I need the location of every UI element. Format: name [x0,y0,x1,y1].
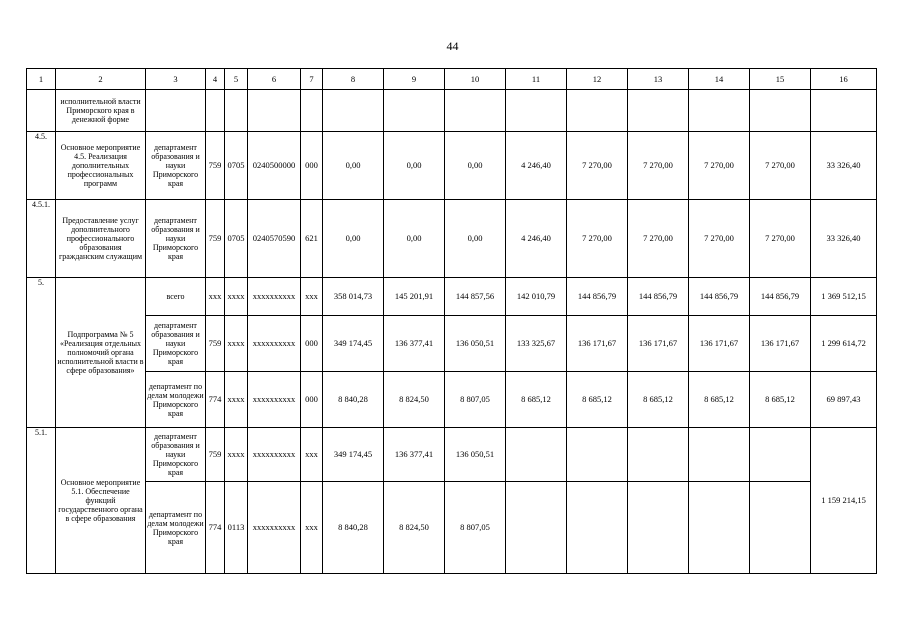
cell-c6: хххххххххх [248,428,301,482]
cell-value: 4 246,40 [506,132,567,200]
column-header: 8 [323,69,384,90]
cell-value: 144 856,79 [750,278,811,316]
table-row-4-5-1 [27,200,877,278]
column-header: 2 [56,69,146,90]
cell-c5: 0113 [225,482,248,574]
row-name: Предоставление услуг дополнительного профессионального образования гражданским служащим [56,200,146,278]
cell-value: 136 050,51 [445,428,506,482]
cell-c4: 759 [206,132,225,200]
cell-value: 0,00 [445,200,506,278]
cell-value: 136 171,67 [689,316,750,372]
cell-value: 7 270,00 [689,132,750,200]
row-code: 5.1. [27,428,56,574]
cell-value: 0,00 [323,132,384,200]
cell-c4: 774 [206,372,225,428]
row-name: исполнительной власти Приморского края в денежной форме [56,90,146,132]
cell-value: 8 685,12 [750,372,811,428]
cell-c4: 759 [206,316,225,372]
row-name: Подпрограмма № 5 «Реализация отдельных полномочий органа исполнительной власти в сфере образования» [56,278,146,428]
table-row-5-youth-dept [27,372,877,428]
cell-value: 7 270,00 [567,200,628,278]
cell-c7: 621 [301,200,323,278]
cell-c4: 759 [206,428,225,482]
column-header: 11 [506,69,567,90]
cell-c5: хххх [225,372,248,428]
cell-total: 33 326,40 [811,132,877,200]
cell-c6: хххххххххх [248,316,301,372]
cell-c6: 0240570590 [248,200,301,278]
column-number-header-row [27,69,877,90]
cell-value: 8 840,28 [323,372,384,428]
cell-value: 0,00 [323,200,384,278]
cell-total: 33 326,40 [811,200,877,278]
cell-value: 136 171,67 [628,316,689,372]
cell-total: 69 897,43 [811,372,877,428]
cell-value: 7 270,00 [628,132,689,200]
cell-c5: хххх [225,428,248,482]
column-header: 12 [567,69,628,90]
cell-value: 7 270,00 [750,132,811,200]
row-name: Основное мероприятие 5.1. Обеспечение функций государственного органа в сфере образования [56,428,146,574]
row-dept: департамент образования и науки Приморского края [146,316,206,372]
cell-value: 358 014,73 [323,278,384,316]
cell-total: 1 369 512,15 [811,278,877,316]
page-number: 44 [446,39,459,53]
column-header: 15 [750,69,811,90]
cell-value: 8 685,12 [506,372,567,428]
cell-c7: ххх [301,278,323,316]
cell-c6: хххххххххх [248,372,301,428]
cell-c5: 0705 [225,132,248,200]
cell-value: 349 174,45 [323,316,384,372]
column-header: 14 [689,69,750,90]
cell-value: 0,00 [445,132,506,200]
table-row-5-education-dept [27,316,877,372]
cell-value: 8 807,05 [445,372,506,428]
table-row-5-total [27,278,877,316]
table-row-5-1-youth-dept [27,482,877,574]
cell-total: 1 299 614,72 [811,316,877,372]
cell-value: 136 171,67 [750,316,811,372]
cell-value: 144 856,79 [628,278,689,316]
column-header: 4 [206,69,225,90]
table-row-5-1-education-dept [27,428,877,482]
table-row-4-5 [27,132,877,200]
cell-value: 8 807,05 [445,482,506,574]
cell-value: 133 325,67 [506,316,567,372]
row-dept: департамент по делам молодежи Приморского края [146,372,206,428]
cell-total: 1 159 214,15 [811,428,877,574]
cell-c7: 000 [301,372,323,428]
cell-value: 8 824,50 [384,372,445,428]
cell-value: 7 270,00 [628,200,689,278]
cell-c7: 000 [301,132,323,200]
table-row-continuation [27,90,877,132]
column-header: 3 [146,69,206,90]
row-dept: департамент по делам молодежи Приморского края [146,482,206,574]
cell-c7: ххх [301,482,323,574]
row-dept: всего [146,278,206,316]
cell-value: 7 270,00 [689,200,750,278]
cell-value: 4 246,40 [506,200,567,278]
cell-c5: 0705 [225,200,248,278]
cell-value: 136 377,41 [384,428,445,482]
cell-c6: хххххххххх [248,482,301,574]
cell-c5: хххх [225,316,248,372]
column-header: 7 [301,69,323,90]
row-code: 4.5. [27,132,56,200]
budget-table [26,68,877,574]
cell-value: 136 050,51 [445,316,506,372]
column-header: 6 [248,69,301,90]
cell-value: 7 270,00 [567,132,628,200]
column-header: 16 [811,69,877,90]
cell-c6: 0240500000 [248,132,301,200]
row-dept: департамент образования и науки Приморского края [146,200,206,278]
cell-c6: хххххххххх [248,278,301,316]
column-header: 5 [225,69,248,90]
cell-value: 8 685,12 [628,372,689,428]
cell-value: 7 270,00 [750,200,811,278]
cell-value: 8 840,28 [323,482,384,574]
row-name: Основное мероприятие 4.5. Реализация дополнительных профессиональных программ [56,132,146,200]
row-dept: департамент образования и науки Приморского края [146,132,206,200]
cell-value: 142 010,79 [506,278,567,316]
column-header: 13 [628,69,689,90]
cell-value: 0,00 [384,132,445,200]
row-code [27,90,56,132]
cell-value: 144 856,79 [567,278,628,316]
row-dept: департамент образования и науки Приморского края [146,428,206,482]
row-code: 4.5.1. [27,200,56,278]
cell-value: 8 824,50 [384,482,445,574]
cell-value: 144 856,79 [689,278,750,316]
cell-c4: ххх [206,278,225,316]
column-header: 9 [384,69,445,90]
cell-c7: 000 [301,316,323,372]
cell-c4: 759 [206,200,225,278]
cell-c5: хххх [225,278,248,316]
cell-c4: 774 [206,482,225,574]
cell-value: 349 174,45 [323,428,384,482]
cell-c7: ххх [301,428,323,482]
cell-value: 136 171,67 [567,316,628,372]
column-header: 1 [27,69,56,90]
row-code: 5. [27,278,56,428]
cell-value: 144 857,56 [445,278,506,316]
cell-value: 136 377,41 [384,316,445,372]
cell-value: 8 685,12 [567,372,628,428]
column-header: 10 [445,69,506,90]
cell-value: 0,00 [384,200,445,278]
cell-value: 145 201,91 [384,278,445,316]
cell-value: 8 685,12 [689,372,750,428]
